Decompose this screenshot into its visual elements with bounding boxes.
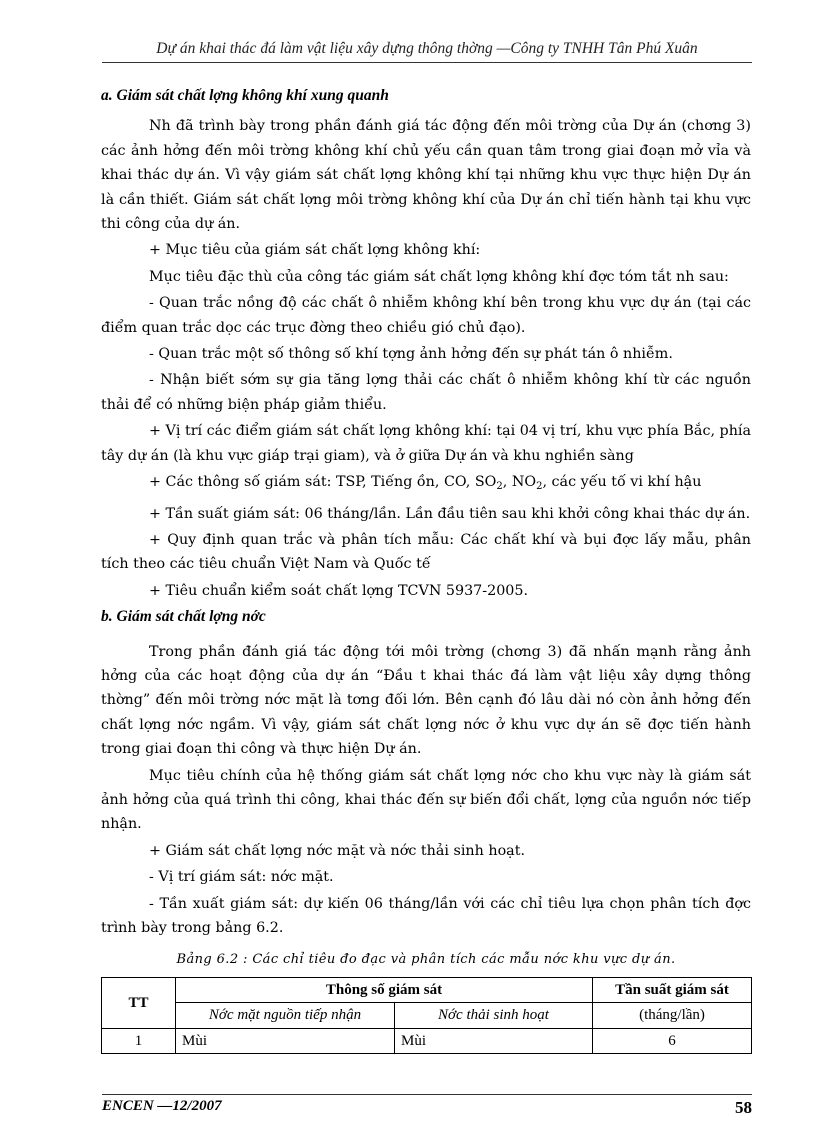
monitoring-frequency: + Tần suất giám sát: 06 tháng/lần. Lần đầu tiên sau khi khởi công khai thác dự án. <box>149 505 751 522</box>
header-tt: TT <box>102 977 176 1028</box>
footer-divider <box>102 1094 752 1095</box>
objective-summary: Mục tiêu đặc thù của công tác giám sát chất lợng không khí đợc tóm tắt nh sau: <box>149 268 729 285</box>
monitoring-location: + Vị trí các điểm giám sát chất lợng không khí: tại 04 vị trí, khu vực phía Bắc, phía tây dự án (là khu vực giáp trại giam), và ở giữa Dự án và khu nghiền sàng <box>101 423 752 464</box>
table-row <box>102 1028 752 1053</box>
section-b-item-2: - Vị trí giám sát: nớc mặt. <box>149 869 334 886</box>
section-b-paragraph-2: Mục tiêu chính của hệ thống giám sát chất lợng nớc cho khu vực này là giám sát ảnh hởng của quá trình thi công, khai thác đến sự biến đổi chất, lợng của nguồn nớc tiếp nhận. <box>101 767 751 833</box>
objective-item-3: - Nhận biết sớm sự gia tăng lợng thải các chất ô nhiễm không khí từ các nguồn thải để có những biện pháp giảm thiểu. <box>101 372 751 413</box>
quality-standard: + Tiêu chuẩn kiểm soát chất lợng TCVN 5937-2005. <box>149 582 529 599</box>
header-frequency-unit: (tháng/lần) <box>593 1003 752 1028</box>
objective-item-2: - Quan trắc một số thông số khí tợng ảnh hởng đến sự phát tán ô nhiễm. <box>149 346 673 363</box>
cell-tt: 1 <box>102 1028 176 1053</box>
page-number: 58 <box>735 1098 752 1117</box>
water-monitoring-table <box>101 977 752 1054</box>
page-body <box>101 80 751 1054</box>
header-divider <box>102 62 752 63</box>
objective-item-1: - Quan trắc nồng độ các chất ô nhiễm không khí bên trong khu vực dự án (tại các điểm quan trắc dọc các trục đờng theo chiều gió chủ đạo). <box>101 295 751 336</box>
header-waste-water: Nớc thải sinh hoạt <box>395 1003 593 1028</box>
cell-waste: Mùi <box>395 1028 593 1053</box>
cell-frequency: 6 <box>593 1028 752 1053</box>
section-b-paragraph-1: Trong phần đánh giá tác động tới môi trờng (chơng 3) đã nhấn mạnh rằng ảnh hởng của các hoạt động của dự án “Đầu t khai thác đá làm vật liệu xây dựng thông thờng” đến môi trờng nớc mặt là tơng đối lớn. Bên cạnh đó lâu dài nó còn ảnh hởng đến chất lợng nớc ngầm. Vì vậy, giám sát chất lợng nớc ở khu vực dự án sẽ đợc tiến hành trong giai đoạn thi công và thực hiện Dự án. <box>101 643 751 758</box>
header-surface-water: Nớc mặt nguồn tiếp nhận <box>176 1003 395 1028</box>
cell-surface: Mùi <box>176 1028 395 1053</box>
params-prefix: + Các thông số giám sát: TSP, Tiếng ồn, CO, SO <box>149 474 497 491</box>
monitoring-parameters <box>101 470 751 499</box>
section-b-item-1: + Giám sát chất lợng nớc mặt và nớc thải sinh hoạt. <box>149 842 525 859</box>
table-caption: Bảng 6.2 : Các chỉ tiêu đo đạc và phân tích các mẫu nớc khu vực dự án. <box>176 952 676 968</box>
section-a-paragraph: Nh đã trình bày trong phần đánh giá tác động đến môi trờng của Dự án (chơng 3) các ảnh hởng đến môi trờng không khí chủ yếu cần quan tâm trong giai đoạn mở vỉa và khai thác dự án. Vì vậy giám sát chất lợng không khí tại những khu vực thực hiện Dự án là cần thiết. Giám sát chất lợng môi trờng không khí của Dự án chỉ tiến hành tại khu vực thi công của dự án. <box>101 118 751 233</box>
params-suffix: , các yếu tố vi khí hậu <box>542 474 702 491</box>
footer-org-date: ENCEN —12/2007 <box>102 1098 222 1114</box>
params-mid: , NO <box>502 474 537 491</box>
so2-subscript: 2 <box>496 481 503 493</box>
header-frequency: Tần suất giám sát <box>593 977 752 1002</box>
objective-title: + Mục tiêu của giám sát chất lợng không khí: <box>149 242 481 259</box>
running-header: Dự án khai thác đá làm vật liệu xây dựng thông thờng —Công ty TNHH Tân Phú Xuân <box>156 40 698 57</box>
no2-subscript: 2 <box>536 481 543 493</box>
sampling-rules: + Quy định quan trắc và phân tích mẫu: Các chất khí và bụi đợc lấy mẫu, phân tích theo các tiêu chuẩn Việt Nam và Quốc tế <box>101 531 751 573</box>
section-a-heading: a. Giám sát chất lợng không khí xung quanh <box>101 87 389 104</box>
header-params: Thông số giám sát <box>176 977 593 1002</box>
section-b-heading: b. Giám sát chất lợng nớc <box>101 608 266 626</box>
section-b-item-3: - Tần xuất giám sát: dự kiến 06 tháng/lần với các chỉ tiêu lựa chọn phân tích đợc trình bày trong bảng 6.2. <box>101 895 751 936</box>
